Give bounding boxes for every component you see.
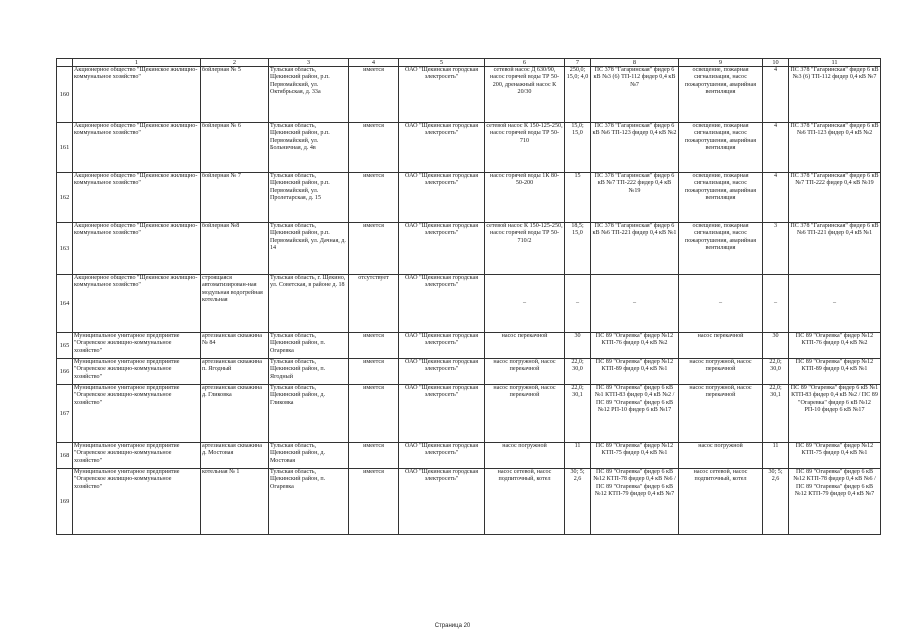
cell-col-7: –: [565, 275, 591, 333]
cell-col-4: имеется: [349, 223, 399, 275]
column-header-3: 3: [269, 59, 349, 67]
column-header-2: 2: [201, 59, 269, 67]
cell-col-1: Акционерное общество "Щекинское жилищно-коммунальное хозяйство": [73, 173, 201, 223]
cell-col-9: насос погружной: [679, 443, 763, 469]
cell-col-3: Тульская область, Щекинский район, п. Огаревка: [269, 333, 349, 359]
cell-col-1: Муниципальное унитарное предприятие "Огаревское жилищно-коммунальное хозяйство": [73, 469, 201, 535]
column-header-11: 11: [789, 59, 881, 67]
cell-col-6: насос погружной: [485, 443, 565, 469]
row-number: 169: [57, 469, 73, 535]
cell-col-5: ОАО "Щекинская городская электросеть": [399, 223, 485, 275]
cell-col-11: ПС 378 "Гагаринская" фидер 6 кВ №7 ТП-222 фидер 0,4 кВ №19: [789, 173, 881, 223]
cell-col-11: ПС 378 "Гагаринская" фидер 6 кВ №6 ТП-221 фидер 0,4 кВ №1: [789, 223, 881, 275]
table-body: [57, 67, 881, 535]
cell-col-2: бойлерная № 6: [201, 123, 269, 173]
cell-col-1: Муниципальное унитарное предприятие "Огаревское жилищно-коммунальное хозяйство": [73, 333, 201, 359]
cell-col-5: ОАО "Щекинская городская электросеть": [399, 123, 485, 173]
cell-col-6: насос перекачной: [485, 333, 565, 359]
cell-col-5: ОАО "Щекинская городская электросеть": [399, 173, 485, 223]
cell-col-5: ОАО "Щекинская городская электросеть": [399, 385, 485, 443]
cell-col-6: насос сетевой, насос подпиточный, котел: [485, 469, 565, 535]
cell-col-8: ПС 89 "Огаревка" фидер 6 кВ №1 КТП-83 фидер 0,4 кВ №2 / ПС 89 "Огаревка" фидер 6 кВ №12 РП-10 фидер 6 кВ №17: [591, 385, 679, 443]
cell-col-10: 22,0; 30,1: [763, 385, 789, 443]
cell-col-4: имеется: [349, 385, 399, 443]
cell-col-9: освещение, пожарная сигнализация, насос пожаротушения, аварийная вентиляция: [679, 223, 763, 275]
cell-col-1: Муниципальное унитарное предприятие "Огаревское жилищно-коммунальное хозяйство": [73, 359, 201, 385]
cell-col-7: 30: [565, 333, 591, 359]
cell-col-9: освещение, пожарная сигнализация, насос пожаротушения, аварийная вентиляция: [679, 67, 763, 123]
row-number: 166: [57, 359, 73, 385]
column-header-10: 10: [763, 59, 789, 67]
cell-col-5: ОАО "Щекинская городская электросеть": [399, 333, 485, 359]
cell-col-6: насос погружной, насос перекачной: [485, 359, 565, 385]
cell-col-3: Тульская область, Щекинский район, р.п. Первомайский, ул. Октябрьская, д. 33а: [269, 67, 349, 123]
cell-col-1: Муниципальное унитарное предприятие "Огаревское жилищно-коммунальное хозяйство": [73, 443, 201, 469]
cell-col-1: Муниципальное унитарное предприятие "Огаревское жилищно-коммунальное хозяйство": [73, 385, 201, 443]
cell-col-2: котельная № 1: [201, 469, 269, 535]
cell-col-7: 11: [565, 443, 591, 469]
cell-col-8: ПС 378 "Гагаринская" фидер 6 кВ №7 ТП-222 фидер 0,4 кВ №19: [591, 173, 679, 223]
cell-col-8: ПС 89 "Огаревка" фидер №12 КТП-89 фидер 0,4 кВ №1: [591, 359, 679, 385]
cell-col-4: имеется: [349, 67, 399, 123]
cell-col-10: 4: [763, 67, 789, 123]
table-row: [57, 123, 881, 173]
cell-col-7: 15,0; 15,0: [565, 123, 591, 173]
cell-col-7: 18,5; 15,0: [565, 223, 591, 275]
cell-col-3: Тульская область, г. Щекино, ул. Советская, в районе д. 18: [269, 275, 349, 333]
cell-col-7: 15: [565, 173, 591, 223]
cell-col-10: 30; 5; 2,6: [763, 469, 789, 535]
cell-col-2: бойлерная №8: [201, 223, 269, 275]
table-row: [57, 443, 881, 469]
row-number: 165: [57, 333, 73, 359]
cell-col-7: 250,0; 15,0; 4,0: [565, 67, 591, 123]
table-row: [57, 469, 881, 535]
cell-col-5: ОАО "Щекинская городская электросеть": [399, 67, 485, 123]
cell-col-2: артезианская скважина д. Мостовая: [201, 443, 269, 469]
cell-col-6: сетевой насос Д 630/90, насос горячей воды ТР 50-200, дренажный насос К 20/30: [485, 67, 565, 123]
cell-col-9: освещение, пожарная сигнализация, насос пожаротушения, аварийная вентиляция: [679, 123, 763, 173]
cell-col-6: –: [485, 275, 565, 333]
table-row: [57, 67, 881, 123]
column-header-8: 8: [591, 59, 679, 67]
cell-col-11: ПС 89 "Огаревка" фидер №12 КТП-89 фидер 0,4 кВ №1: [789, 359, 881, 385]
cell-col-3: Тульская область, Щекинский район, п. Огаревка: [269, 469, 349, 535]
cell-col-2: строящаяся автоматизирован-ная модульная водогрейная котельная: [201, 275, 269, 333]
table-row: [57, 223, 881, 275]
cell-col-11: ПС 89 "Огаревка" фидер №12 КТП-75 фидер 0,4 кВ №1: [789, 443, 881, 469]
cell-col-10: 22,0; 30,0: [763, 359, 789, 385]
cell-col-4: имеется: [349, 469, 399, 535]
cell-col-3: Тульская область, Щекинский район, р.п. Первомайский, ул. Пролетарская, д. 15: [269, 173, 349, 223]
cell-col-4: имеется: [349, 333, 399, 359]
table-row: [57, 333, 881, 359]
cell-col-6: сетевой насос К 150-125-250, насос горячей воды ТР 50-710/2: [485, 223, 565, 275]
page-number: Страница 20: [434, 623, 471, 629]
column-header-4: 4: [349, 59, 399, 67]
cell-col-6: сетевой насос К 150-125-250, насос горячей воды ТР 50-710: [485, 123, 565, 173]
cell-col-10: –: [763, 275, 789, 333]
cell-col-6: насос горячей воды 1К 80-50-200: [485, 173, 565, 223]
cell-col-2: артезианская скважина д. Гликовка: [201, 385, 269, 443]
cell-col-10: 3: [763, 223, 789, 275]
cell-col-10: 4: [763, 123, 789, 173]
cell-col-4: имеется: [349, 173, 399, 223]
column-header-7: 7: [565, 59, 591, 67]
cell-col-9: насос погружной, насос перекачной: [679, 385, 763, 443]
cell-col-11: ПС 378 "Гагаринская" фидер 6 кВ №3 (6) ТП-112 фидер 0,4 кВ №7: [789, 67, 881, 123]
cell-col-1: Акционерное общество "Щекинское жилищно-коммунальное хозяйство": [73, 67, 201, 123]
cell-col-1: Акционерное общество "Щекинское жилищно-коммунальное хозяйство": [73, 275, 201, 333]
row-number: 161: [57, 123, 73, 173]
cell-col-9: насос сетевой, насос подпиточный, котел: [679, 469, 763, 535]
row-number: 167: [57, 385, 73, 443]
cell-col-3: Тульская область, Щекинский район, р.п. Первомайский, ул. Дачная, д. 14: [269, 223, 349, 275]
cell-col-3: Тульская область, Щекинский район, д. Мостовая: [269, 443, 349, 469]
cell-col-2: артезианская скважина № 84: [201, 333, 269, 359]
cell-col-4: имеется: [349, 123, 399, 173]
cell-col-10: 11: [763, 443, 789, 469]
cell-col-11: ПС 378 "Гагаринская" фидер 6 кВ №6 ТП-123 фидер 0,4 кВ №2: [789, 123, 881, 173]
cell-col-5: ОАО "Щекинская городская электросеть": [399, 359, 485, 385]
cell-col-7: 22,0; 30,1: [565, 385, 591, 443]
cell-col-9: освещение, пожарная сигнализация, насос пожаротушения, аварийная вентиляция: [679, 173, 763, 223]
table-row: [57, 385, 881, 443]
row-number: 164: [57, 275, 73, 333]
cell-col-5: ОАО "Щекинская городская электросеть": [399, 275, 485, 333]
cell-col-9: насос перекачной: [679, 333, 763, 359]
cell-col-8: ПС 89 "Огаревка" фидер 6 кВ №12 КТП-78 фидер 0,4 кВ №6 / ПС 89 "Огаревка" фидер 6 кВ №12 КТП-79 фидер 0,4 кВ №7: [591, 469, 679, 535]
row-number: 160: [57, 67, 73, 123]
cell-col-10: 30: [763, 333, 789, 359]
cell-col-11: –: [789, 275, 881, 333]
cell-col-4: имеется: [349, 359, 399, 385]
column-number-header: [57, 59, 881, 67]
power-facilities-table: [56, 58, 881, 535]
cell-col-3: Тульская область, Щекинский район, р.п. Первомайский, ул. Больничная, д. 4в: [269, 123, 349, 173]
cell-col-2: бойлерная № 7: [201, 173, 269, 223]
cell-col-11: ПС 89 "Огаревка" фидер 6 кВ №12 КТП-78 фидер 0,4 кВ №6 / ПС 89 "Огаревка" фидер 6 кВ №12 КТП-79 фидер 0,4 кВ №7: [789, 469, 881, 535]
cell-col-3: Тульская область, Щекинский район, д. Гликовка: [269, 385, 349, 443]
cell-col-8: –: [591, 275, 679, 333]
document-sheet: [56, 58, 879, 535]
cell-col-7: 22,0; 30,0: [565, 359, 591, 385]
cell-col-2: артезианская скважина п. Ягодный: [201, 359, 269, 385]
cell-col-1: Акционерное общество "Щекинское жилищно-коммунальное хозяйство": [73, 223, 201, 275]
cell-col-4: отсутствует: [349, 275, 399, 333]
row-number: 168: [57, 443, 73, 469]
cell-col-5: ОАО "Щекинская городская электросеть": [399, 443, 485, 469]
cell-col-11: ПС 89 "Огаревка" фидер 6 кВ №1 КТП-83 фидер 0,4 кВ №2 / ПС 89 "Огаревка" фидер 6 кВ №12 РП-10 фидер 6 кВ №17: [789, 385, 881, 443]
cell-col-5: ОАО "Щекинская городская электросеть": [399, 469, 485, 535]
cell-col-8: ПС 378 "Гагаринская" фидер 6 кВ №6 ТП-123 фидер 0,4 кВ №2: [591, 123, 679, 173]
cell-col-2: бойлерная № 5: [201, 67, 269, 123]
cell-col-6: насос погружной, насос перекачной: [485, 385, 565, 443]
table-row: [57, 359, 881, 385]
cell-col-10: 4: [763, 173, 789, 223]
table-row: [57, 275, 881, 333]
cell-col-4: имеется: [349, 443, 399, 469]
cell-col-1: Акционерное общество "Щекинское жилищно-коммунальное хозяйство": [73, 123, 201, 173]
cell-col-3: Тульская область, Щекинский район, п. Ягодный: [269, 359, 349, 385]
cell-col-9: насос погружной, насос перекачной: [679, 359, 763, 385]
cell-col-8: ПС 378 "Гагаринская" фидер 6 кВ №6 ТП-221 фидер 0,4 кВ №1: [591, 223, 679, 275]
cell-col-8: ПС 378 "Гагаринская" фидер 6 кВ №3 (6) ТП-112 фидер 0,4 кВ №7: [591, 67, 679, 123]
column-header-6: 6: [485, 59, 565, 67]
cell-col-9: –: [679, 275, 763, 333]
column-header-1: 1: [73, 59, 201, 67]
cell-col-11: ПС 89 "Огаревка" фидер №12 КТП-76 фидер 0,4 кВ №2: [789, 333, 881, 359]
row-number: 163: [57, 223, 73, 275]
row-number: 162: [57, 173, 73, 223]
cell-col-7: 30; 5; 2,6: [565, 469, 591, 535]
cell-col-8: ПС 89 "Огаревка" фидер №12 КТП-75 фидер 0,4 кВ №1: [591, 443, 679, 469]
table-row: [57, 173, 881, 223]
cell-col-8: ПС 89 "Огаревка" фидер №12 КТП-76 фидер 0,4 кВ №2: [591, 333, 679, 359]
column-header-5: 5: [399, 59, 485, 67]
column-header-0: [57, 59, 73, 67]
column-header-9: 9: [679, 59, 763, 67]
